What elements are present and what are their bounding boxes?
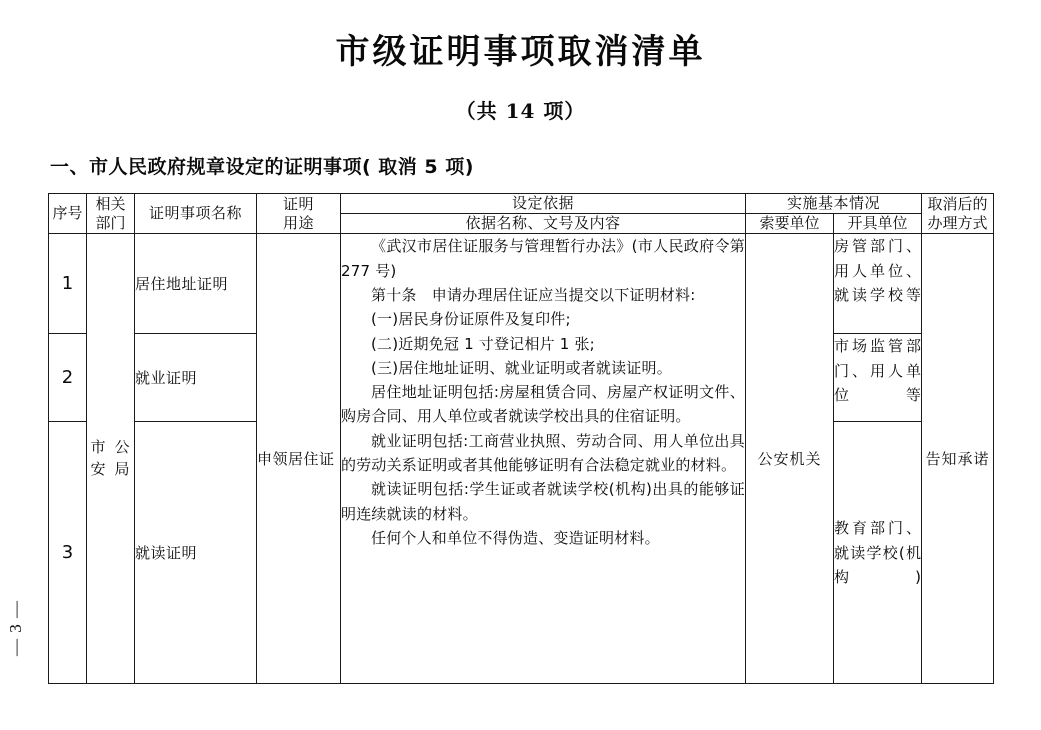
cell-issuing-unit-text: 房管部门、用人单位、就读学校等 xyxy=(834,237,922,304)
cell-seq: 1 xyxy=(49,234,87,334)
table-row xyxy=(49,234,994,334)
col-header-item-name: 证明事项名称 xyxy=(135,194,257,234)
page-subtitle: （共 14 项） xyxy=(455,99,586,123)
col-header-after-cancel-line2: 办理方式 xyxy=(927,213,988,232)
cell-after-cancel-method: 告知承诺 xyxy=(922,234,994,684)
col-header-purpose-line2: 用途 xyxy=(282,213,314,232)
basis-paragraph: 居住地址证明包括:房屋租赁合同、房屋产权证明文件、购房合同、用人单位或者就读学校出具的住宿证明。 xyxy=(341,383,745,426)
basis-paragraph: 任何个人和单位不得伪造、变造证明材料。 xyxy=(371,528,660,547)
basis-paragraph: 第十条 申请办理居住证应当提交以下证明材料: xyxy=(371,285,696,304)
col-header-after-cancel-line1: 取消后的 xyxy=(927,194,988,213)
basis-paragraph: 《武汉市居住证服务与管理暂行办法》(市人民政府令第 277 号) xyxy=(341,237,745,280)
cell-basis-detail xyxy=(341,234,746,684)
cell-item-name: 就业证明 xyxy=(135,334,257,422)
cell-purpose: 申领居住证 xyxy=(257,234,341,684)
col-header-issuing-unit: 开具单位 xyxy=(834,214,922,234)
basis-paragraph: (一)居民身份证原件及复印件; xyxy=(371,310,571,329)
table-header xyxy=(49,194,994,234)
cell-item-name: 就读证明 xyxy=(135,422,257,684)
col-header-department-line1: 相关 xyxy=(95,194,126,213)
col-header-implementation-group: 实施基本情况 xyxy=(746,194,922,214)
cell-issuing-unit xyxy=(834,234,922,334)
col-header-after-cancel-method xyxy=(922,194,994,234)
cell-department-text: 市公安局 xyxy=(90,438,131,478)
col-header-purpose-line1: 证明 xyxy=(282,194,314,213)
col-header-purpose xyxy=(257,194,341,234)
table-body xyxy=(49,234,994,684)
col-header-basis-detail: 依据名称、文号及内容 xyxy=(341,214,746,234)
col-header-seq: 序号 xyxy=(49,194,87,234)
cell-requesting-unit: 公安机关 xyxy=(746,234,834,684)
col-header-department xyxy=(87,194,135,234)
page-title: 市级证明事项取消清单 xyxy=(335,32,706,72)
cell-seq: 2 xyxy=(49,334,87,422)
cell-issuing-unit-text: 市场监管部门、用人单位等 xyxy=(834,337,922,404)
cell-issuing-unit xyxy=(834,334,922,422)
basis-paragraph: (二)近期免冠 1 寸登记相片 1 张; xyxy=(371,334,595,353)
cell-seq: 3 xyxy=(49,422,87,684)
basis-paragraph: (三)居住地址证明、就业证明或者就读证明。 xyxy=(371,358,672,377)
page-number-marker: — 3 — xyxy=(6,600,25,656)
col-header-department-line2: 部门 xyxy=(95,213,126,232)
basis-paragraph: 就业证明包括:工商营业执照、劳动合同、用人单位出具的劳动关系证明或者其他能够证明有合法稳定就业的材料。 xyxy=(341,431,745,475)
cancellation-list-table-wrapper xyxy=(48,193,993,684)
table-header-row-1 xyxy=(49,194,994,214)
cell-issuing-unit xyxy=(834,422,922,684)
col-header-basis-group: 设定依据 xyxy=(341,194,746,214)
col-header-requesting-unit: 索要单位 xyxy=(746,214,834,234)
cell-department xyxy=(87,234,135,684)
cancellation-list-table xyxy=(48,193,994,684)
cell-issuing-unit-text: 教育部门、就读学校(机构) xyxy=(834,519,922,587)
cell-item-name: 居住地址证明 xyxy=(135,234,257,334)
basis-paragraph: 就读证明包括:学生证或者就读学校(机构)出具的能够证明连续就读的材料。 xyxy=(341,480,745,523)
section-heading: 一、市人民政府规章设定的证明事项( 取消 5 项) xyxy=(50,156,474,178)
